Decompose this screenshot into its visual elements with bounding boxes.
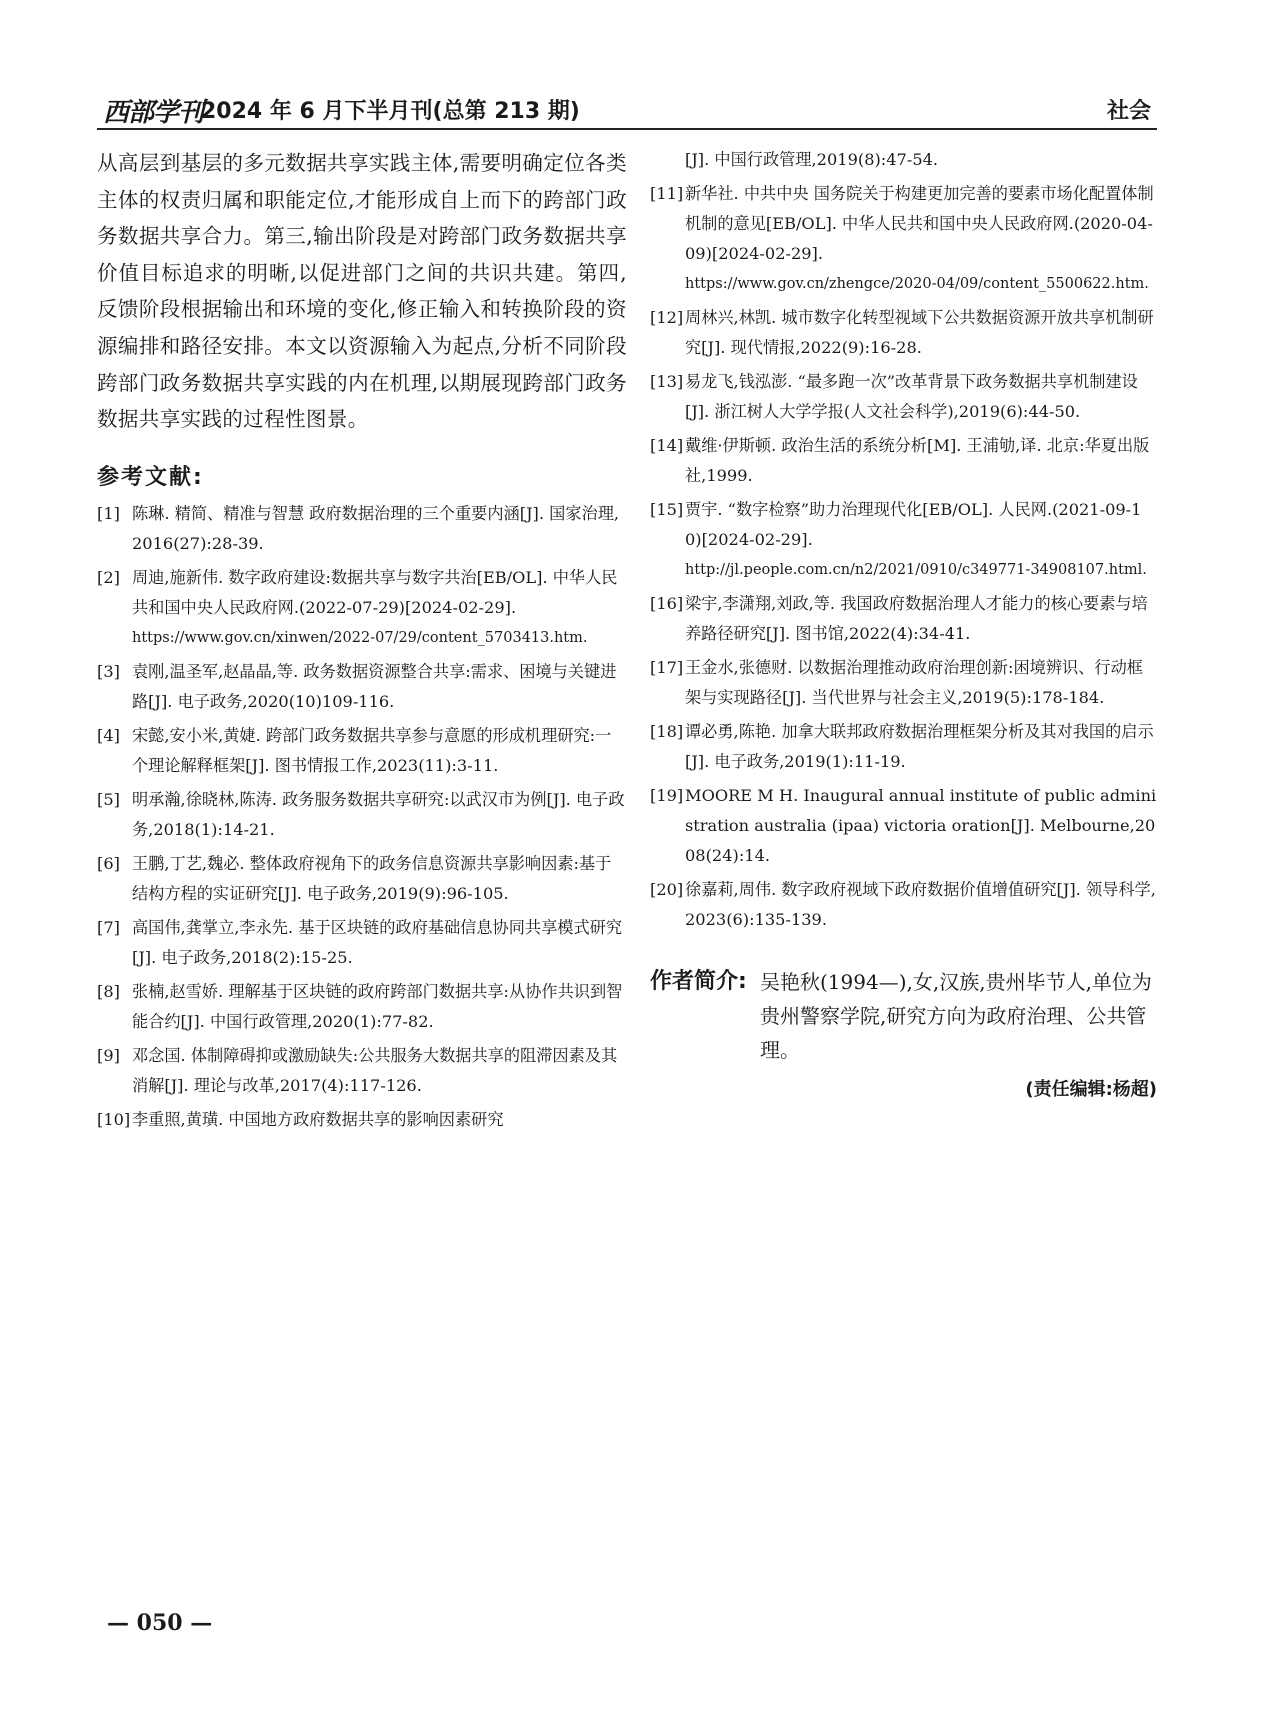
reference-text: 宋懿,安小米,黄婕. 跨部门政务数据共享参与意愿的形成机理研究:一个理论解释框架[J]. 图书情报工作,2023(11):3-11. [132, 725, 612, 775]
reference-continuation: [J]. 中国行政管理,2019(8):47-54. [685, 150, 939, 169]
journal-logo: 西部学刊 [103, 98, 204, 128]
reference-number: [18] [650, 722, 684, 741]
references-list-right [650, 179, 1157, 935]
reference-text: 陈琳. 精简、精准与智慧 政府数据治理的三个重要内涵[J]. 国家治理,2016(27):28-39. [132, 503, 620, 553]
reference-item [97, 849, 627, 909]
reference-number: [8] [97, 981, 120, 1001]
issue-info: 2024 年 6 月下半月刊(总第 213 期) [201, 99, 580, 124]
reference-url: https://www.gov.cn/zhengce/2020-04/09/content_5500622.htm. [685, 276, 1149, 292]
reference-number: [12] [650, 308, 684, 327]
reference-number: [5] [97, 789, 120, 809]
references-heading: 参考文献: [97, 464, 204, 490]
reference-item [650, 431, 1157, 491]
reference-item [650, 495, 1157, 585]
reference-item [650, 303, 1157, 363]
reference-text: 徐嘉莉,周伟. 数字政府视域下政府数据价值增值研究[J]. 领导科学,2023(6):135-139. [685, 880, 1156, 929]
reference-number: [17] [650, 658, 684, 677]
author-bio [650, 965, 1157, 1067]
section-label: 社会 [1106, 99, 1151, 124]
reference-item [650, 179, 1157, 299]
reference-item [97, 1105, 627, 1135]
reference-url: http://jl.people.com.cn/n2/2021/0910/c349771-34908107.html. [685, 562, 1147, 578]
editor-credit: (责任编辑:杨超) [1025, 1079, 1157, 1100]
reference-text: 新华社. 中共中央 国务院关于构建更加完善的要素市场化配置体制机制的意见[EB/OL]. 中华人民共和国中央人民政府网.(2020-04-09)[2024-02-29]. [685, 184, 1154, 263]
left-column [97, 145, 627, 1139]
reference-number: [19] [650, 786, 684, 805]
reference-item [650, 781, 1157, 871]
reference-item [97, 913, 627, 973]
author-bio-text: 吴艳秋(1994—),女,汉族,贵州毕节人,单位为贵州警察学院,研究方向为政府治理、公共管理。 [760, 970, 1152, 1062]
reference-item [97, 977, 627, 1037]
reference-text: 易龙飞,钱泓澎. “最多跑一次”改革背景下政务数据共享机制建设[J]. 浙江树人大学学报(人文社会科学),2019(6):44-50. [685, 372, 1138, 421]
reference-text: 谭必勇,陈艳. 加拿大联邦政府数据治理框架分析及其对我国的启示[J]. 电子政务,2019(1):11-19. [685, 722, 1154, 771]
reference-text: 邓念国. 体制障碍抑或激励缺失:公共服务大数据共享的阻滞因素及其消解[J]. 理论与改革,2017(4):117-126. [132, 1045, 618, 1095]
reference-item [97, 1041, 627, 1101]
reference-item [650, 589, 1157, 649]
reference-text: 周迪,施新伟. 数字政府建设:数据共享与数字共治[EB/OL]. 中华人民共和国中央人民政府网.(2022-07-29)[2024-02-29]. [132, 567, 618, 617]
reference-number: [16] [650, 594, 684, 613]
reference-item [97, 785, 627, 845]
reference-text: 袁刚,温圣军,赵晶晶,等. 政务数据资源整合共享:需求、困境与关键进路[J]. 电子政务,2020(10)109-116. [132, 661, 617, 711]
reference-item [97, 721, 627, 781]
page-number: — 050 — [107, 1610, 213, 1636]
reference-number: [9] [97, 1045, 120, 1065]
reference-number: [14] [650, 436, 684, 455]
reference-url: https://www.gov.cn/xinwen/2022-07/29/content_5703413.htm. [132, 629, 588, 646]
reference-number: [7] [97, 917, 120, 937]
reference-item [650, 717, 1157, 777]
reference-text: 周林兴,林凯. 城市数字化转型视域下公共数据资源开放共享机制研究[J]. 现代情报,2022(9):16-28. [685, 308, 1154, 357]
reference-number: [13] [650, 372, 684, 391]
author-bio-label: 作者简介: [650, 969, 747, 994]
reference-text: 王鹏,丁艺,魏必. 整体政府视角下的政务信息资源共享影响因素:基于结构方程的实证研究[J]. 电子政务,2019(9):96-105. [132, 853, 612, 903]
references-list-left [97, 499, 627, 1135]
reference-text: 高国伟,龚掌立,李永先. 基于区块链的政府基础信息协同共享模式研究[J]. 电子政务,2018(2):15-25. [132, 917, 623, 967]
reference-text: MOORE M H. Inaugural annual institute of public administration australia (ipaa) victoria oration[J]. Melbourne,2008(24):14. [685, 786, 1157, 865]
reference-text: 明承瀚,徐晓林,陈涛. 政务服务数据共享研究:以武汉市为例[J]. 电子政务,2018(1):14-21. [132, 789, 625, 839]
reference-text: 张楠,赵雪娇. 理解基于区块链的政府跨部门数据共享:从协作共识到智能合约[J]. 中国行政管理,2020(1):77-82. [132, 981, 623, 1031]
reference-item [97, 499, 627, 559]
reference-text: 王金水,张德财. 以数据治理推动政府治理创新:困境辨识、行动框架与实现路径[J]. 当代世界与社会主义,2019(5):178-184. [685, 658, 1143, 707]
body-paragraph: 从高层到基层的多元数据共享实践主体,需要明确定位各类主体的权责归属和职能定位,才能形成自上而下的跨部门政务数据共享合力。第三,输出阶段是对跨部门政务数据共享价值目标追求的明晰,以促进部门之间的共识共建。第四,反馈阶段根据输出和环境的变化,修正输入和转换阶段的资源编排和路径安排。本文以资源输入为起点,分析不同阶段跨部门政务数据共享实践的内在机理,以期展现跨部门政务数据共享实践的过程性图景。 [97, 151, 627, 432]
reference-number: [1] [97, 503, 120, 523]
reference-number: [4] [97, 725, 120, 745]
reference-item [650, 875, 1157, 935]
page-header [97, 88, 1157, 130]
reference-text: 戴维·伊斯顿. 政治生活的系统分析[M]. 王浦劬,译. 北京:华夏出版社,1999. [685, 436, 1150, 485]
reference-text: 李重照,黄璜. 中国地方政府数据共享的影响因素研究 [132, 1109, 504, 1129]
reference-item [97, 657, 627, 717]
reference-number: [15] [650, 500, 684, 519]
right-column [650, 145, 1157, 1101]
reference-number: [10] [97, 1109, 131, 1129]
reference-text: 贾宇. “数字检察”助力治理现代化[EB/OL]. 人民网.(2021-09-10)[2024-02-29]. [685, 500, 1142, 549]
reference-number: [20] [650, 880, 684, 899]
reference-item [650, 653, 1157, 713]
reference-item [97, 563, 627, 653]
reference-number: [11] [650, 184, 684, 203]
reference-number: [2] [97, 567, 120, 587]
reference-number: [6] [97, 853, 120, 873]
reference-item [650, 367, 1157, 427]
reference-number: [3] [97, 661, 120, 681]
reference-text: 梁宇,李潇翔,刘政,等. 我国政府数据治理人才能力的核心要素与培养路径研究[J]. 图书馆,2022(4):34-41. [685, 594, 1148, 643]
